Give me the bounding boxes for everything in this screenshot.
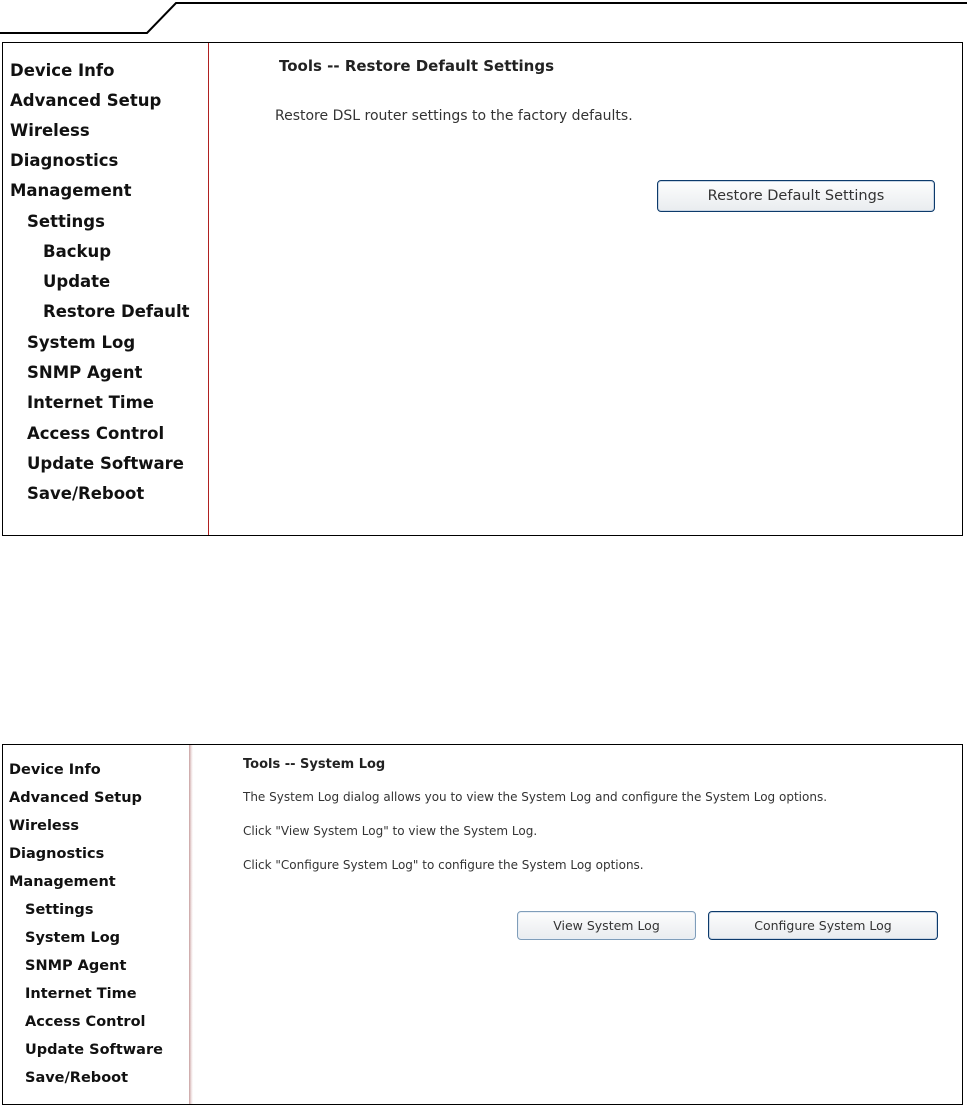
sidebar-item-settings[interactable]: Settings xyxy=(25,902,94,918)
sidebar-item-snmp-agent[interactable]: SNMP Agent xyxy=(25,958,127,974)
sidebar-item-device-info[interactable]: Device Info xyxy=(9,762,101,778)
configure-system-log-button[interactable]: Configure System Log xyxy=(708,911,938,940)
sidebar-item-snmp-agent[interactable]: SNMP Agent xyxy=(27,363,143,382)
sidebar-item-diagnostics[interactable]: Diagnostics xyxy=(9,846,105,862)
sidebar-item-diagnostics[interactable]: Diagnostics xyxy=(10,151,119,170)
sidebar-item-advanced-setup[interactable]: Advanced Setup xyxy=(10,91,162,110)
main-content xyxy=(193,745,962,1104)
sidebar-item-internet-time[interactable]: Internet Time xyxy=(27,393,154,412)
sidebar-item-settings[interactable]: Settings xyxy=(27,212,105,231)
sidebar-navigation xyxy=(3,43,209,535)
sidebar-item-restore-default[interactable]: Restore Default xyxy=(43,302,190,321)
page-title: Tools -- System Log xyxy=(243,757,386,772)
header-decoration xyxy=(0,0,967,40)
sidebar-item-update-software[interactable]: Update Software xyxy=(27,454,184,473)
sidebar-item-save-reboot[interactable]: Save/Reboot xyxy=(27,484,145,503)
sidebar-item-wireless[interactable]: Wireless xyxy=(10,121,90,140)
view-log-instruction: Click "View System Log" to view the System Log. xyxy=(243,824,538,838)
configure-log-instruction: Click "Configure System Log" to configure the System Log options. xyxy=(243,858,644,872)
view-system-log-button[interactable]: View System Log xyxy=(517,911,696,940)
restore-default-screenshot xyxy=(2,42,963,536)
system-log-description: The System Log dialog allows you to view the System Log and configure the System Log options. xyxy=(243,790,828,804)
page-description: Restore DSL router settings to the factory defaults. xyxy=(275,108,633,124)
sidebar-item-update-software[interactable]: Update Software xyxy=(25,1042,163,1058)
sidebar-item-management[interactable]: Management xyxy=(9,874,116,890)
sidebar-item-advanced-setup[interactable]: Advanced Setup xyxy=(9,790,142,806)
sidebar-item-system-log[interactable]: System Log xyxy=(27,333,136,352)
system-log-screenshot xyxy=(2,744,963,1105)
sidebar-item-access-control[interactable]: Access Control xyxy=(27,424,165,443)
sidebar-item-backup[interactable]: Backup xyxy=(43,242,112,261)
page-title: Tools -- Restore Default Settings xyxy=(279,57,555,75)
main-content xyxy=(223,43,962,535)
sidebar-item-update[interactable]: Update xyxy=(43,272,111,291)
sidebar-item-system-log[interactable]: System Log xyxy=(25,930,121,946)
sidebar-item-management[interactable]: Management xyxy=(10,181,132,200)
sidebar-item-wireless[interactable]: Wireless xyxy=(9,818,80,834)
restore-default-settings-button[interactable]: Restore Default Settings xyxy=(657,180,935,212)
sidebar-item-access-control[interactable]: Access Control xyxy=(25,1014,146,1030)
sidebar-item-internet-time[interactable]: Internet Time xyxy=(25,986,137,1002)
sidebar-item-device-info[interactable]: Device Info xyxy=(10,61,115,80)
sidebar-navigation xyxy=(3,745,191,1104)
sidebar-item-save-reboot[interactable]: Save/Reboot xyxy=(25,1070,129,1086)
